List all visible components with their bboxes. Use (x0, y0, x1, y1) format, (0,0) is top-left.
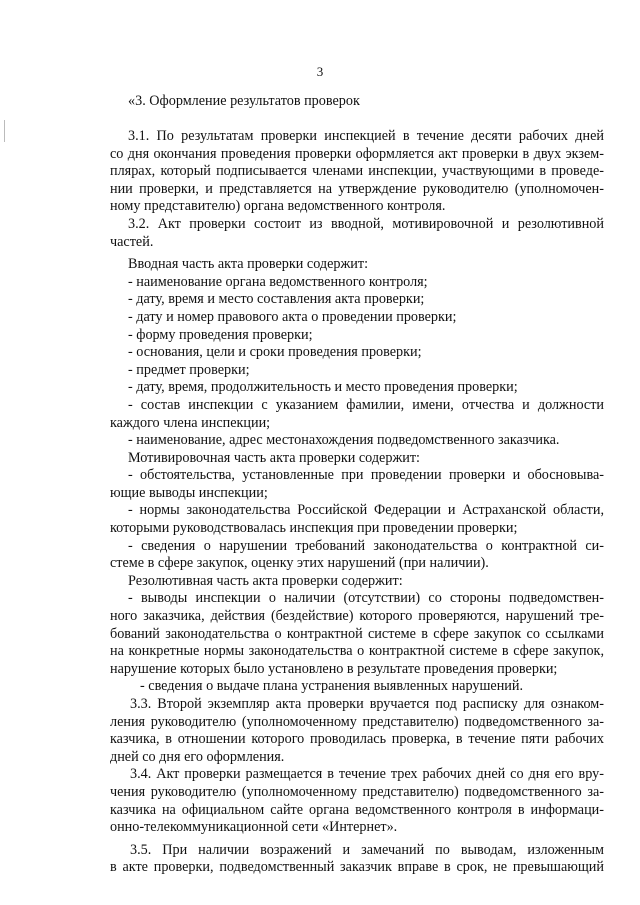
paragraph-line: 3.5. При наличии возражений и замечаний по выводам, изложенным (130, 841, 604, 858)
document-body (110, 128, 604, 877)
list-item: - нормы законодательства Российской Федерации и Астраханской области, (128, 502, 604, 519)
paragraph-line: ному представителю) органа ведомственного контроля. (110, 198, 446, 215)
paragraph-line: 3.1. По результатам проверки инспекцией в течение десяти рабочих дней (128, 128, 604, 144)
list-item: - дату, время и место составления акта проверки; (128, 291, 425, 308)
paragraph-line: 3.3. Второй экземпляр акта проверки вручается под расписку для ознаком- (130, 696, 604, 712)
paragraph-line: плярах, который подписывается членами инспекции, участвующими в проведе- (110, 163, 604, 180)
scan-margin-mark (4, 120, 5, 142)
paragraph-line: в акте проверки, подведомственный заказчик вправе в срок, не превышающий (110, 859, 604, 876)
paragraph-line: казчика на официальном сайте органа ведомственного контроля в информаци- (110, 801, 604, 818)
list-item: - наименование, адрес местонахождения подведомственного заказчика. (128, 432, 560, 449)
list-item-continuation: стеме в сфере закупок, оценку этих нарушений (при наличии). (110, 555, 489, 572)
paragraph-line: 3.2. Акт проверки состоит из вводной, мотивировочной и резолютивной (128, 215, 604, 232)
paragraph-line: ления руководителю (уполномоченному представителю) подведомственного за- (110, 713, 604, 730)
paragraph-line: Мотивировочная часть акта проверки содержит: (128, 449, 420, 466)
list-item-continuation: нарушение которых было установлено в результате проведения проверки; (110, 660, 558, 677)
paragraph-line: со дня окончания проведения проверки оформляется акт проверки в двух экзем- (110, 145, 604, 162)
list-item: - форму проведения проверки; (128, 326, 313, 343)
list-item: - дату, время, продолжительность и место проведения проверки; (128, 379, 518, 396)
paragraph-line: казчика, в отношении которого проводилась проверка, в течение пяти рабочих (110, 731, 604, 748)
list-item: - состав инспекции с указанием фамилии, имени, отчества и должности (128, 396, 604, 413)
list-item: - обстоятельства, установленные при проведении проверки и обосновыва- (128, 467, 604, 484)
list-item-continuation: каждого члена инспекции; (110, 414, 271, 431)
list-item: - сведения о выдаче плана устранения выявленных нарушений. (140, 678, 524, 695)
paragraph-line: Вводная часть акта проверки содержит: (128, 256, 369, 273)
list-item: - сведения о нарушении требований законодательства о контрактной си- (128, 537, 604, 554)
page-number: 3 (316, 64, 324, 79)
paragraph-line: Резолютивная часть акта проверки содержит: (128, 572, 403, 589)
paragraph-line: чения руководителю (уполномоченному представителю) подведомственного за- (110, 783, 604, 800)
list-item-continuation: ного заказчика, действия (бездействие) которого проверяются, нарушений тре- (110, 608, 604, 625)
paragraph-line: 3.4. Акт проверки размещается в течение трех рабочих дней со дня его вру- (130, 766, 604, 783)
paragraph-line: дней со дня его оформления. (110, 748, 285, 765)
paragraph-line: нии проверки, и представляется на утверждение руководителю (уполномочен- (110, 180, 604, 197)
list-item: - дату и номер правового акта о проведении проверки; (128, 308, 457, 325)
paragraph-line: онно-телекоммуникационной сети «Интернет». (110, 819, 398, 836)
list-item-continuation: ющие выводы инспекции; (110, 484, 268, 501)
list-item: - основания, цели и сроки проведения проверки; (128, 344, 422, 361)
list-item: - выводы инспекции о наличии (отсутствии) со стороны подведомствен- (128, 590, 604, 607)
list-item-continuation: бований законодательства о контрактной системе в сфере закупок со ссылками (110, 625, 604, 642)
list-item-continuation: которыми руководствовалась инспекция при проведении проверки; (110, 520, 518, 537)
list-item: - наименование органа ведомственного контроля; (128, 273, 428, 290)
section-title: «3. Оформление результатов проверок (128, 93, 360, 109)
list-item: - предмет проверки; (128, 361, 250, 378)
list-item-continuation: на конкретные нормы законодательства о контрактной системе в сфере закупок, (110, 643, 604, 660)
paragraph-line: частей. (110, 233, 154, 250)
